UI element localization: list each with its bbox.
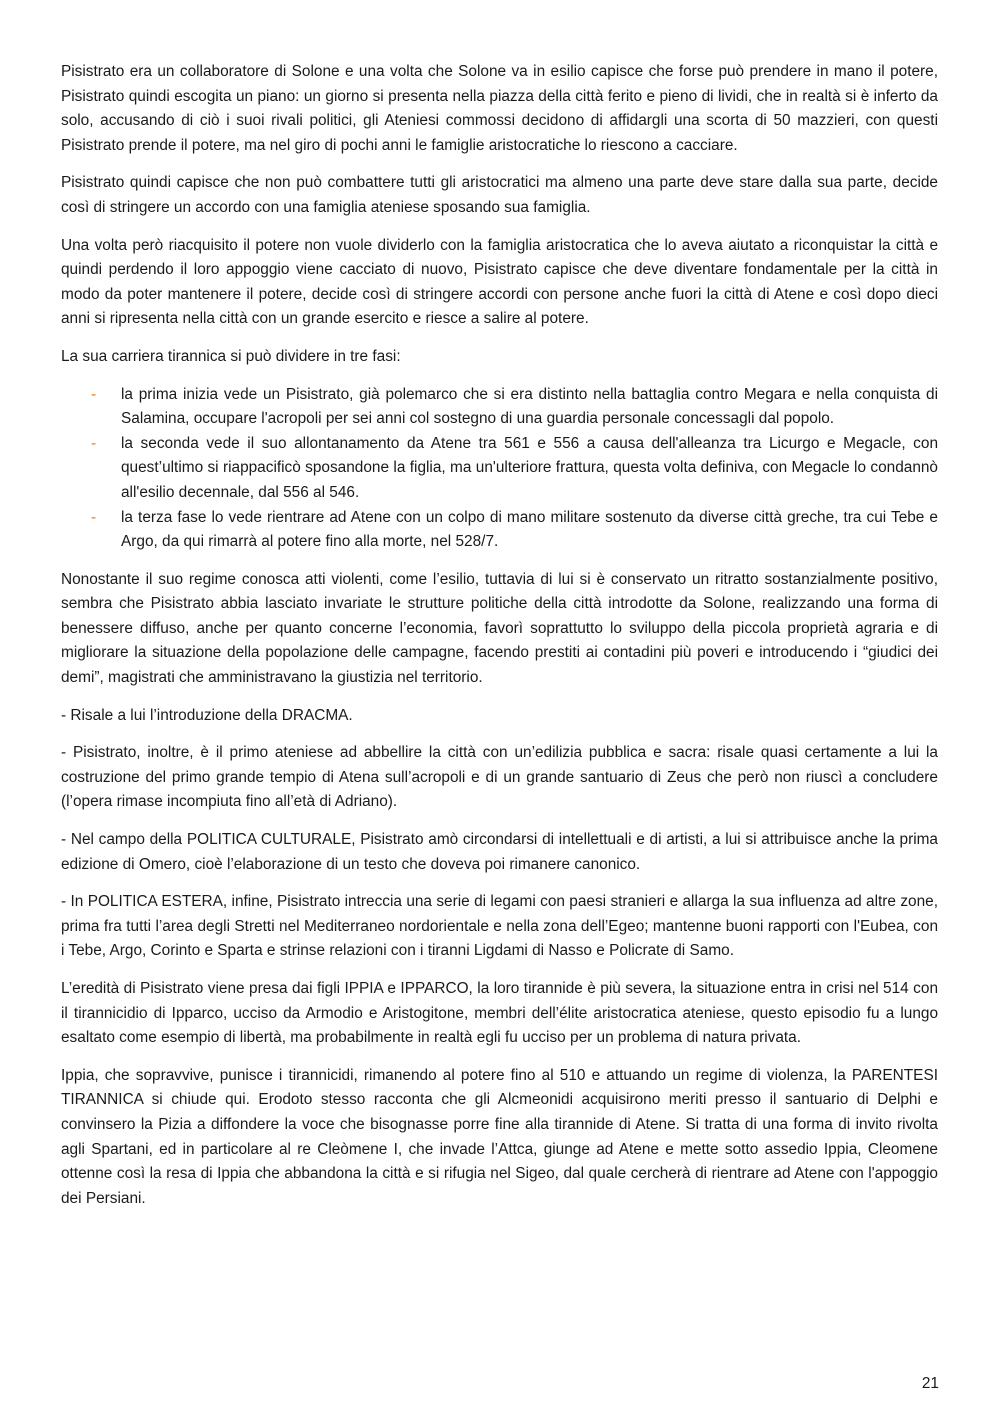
list-item-phase-2: [61, 432, 938, 506]
dash-bullet-icon: -: [91, 385, 97, 403]
paragraph-phases-intro: La sua carriera tirannica si può dividere in tre fasi:: [61, 347, 401, 365]
document-page: [61, 60, 938, 1224]
paragraph-dracma: - Risale a lui l’introduzione della DRACMA.: [61, 706, 353, 724]
dash-bullet-icon: -: [91, 434, 97, 452]
phase-1-text: la prima inizia vede un Pisistrato, già polemarco che si era distinto nella battaglia contro Megara e nella conquista di Salamina, occupare l'acropoli per sei anni col sostegno di una guardia personale concessagli dal popolo.: [121, 385, 938, 428]
paragraph-public-buildings: - Pisistrato, inoltre, è il primo ateniese ad abbellire la città con un’edilizia pubblica e sacra: risale quasi certamente a lui la costruzione del primo grande tempio di Atena sull’acropoli e di un grande santuario di Zeus che però non riuscì a concludere (l’opera rimase incompiuta fino all’età di Adriano).: [61, 744, 938, 811]
dash-bullet-icon: -: [91, 508, 97, 526]
phases-list: [61, 383, 938, 555]
paragraph-regime-assessment: Nonostante il suo regime conosca atti violenti, come l’esilio, tuttavia di lui si è conservato un ritratto sostanzialmente positivo, sembra che Pisistrato abbia lasciato invariate le strutture politiche della città introdotte da Solone, realizzando una forma di benessere diffuso, anche per quanto concerne l’economia, favorì soprattutto lo sviluppo della piccola proprietà agraria e di migliorare la situazione della popolazione delle campagne, facendo prestiti ai contadini più poveri e introducendo i “giudici dei demi”, magistrati che amministravano la giustizia nel territorio.: [61, 570, 938, 687]
phase-3-text: la terza fase lo vede rientrare ad Atene con un colpo di mano militare sostenuto da diverse città greche, tra cui Tebe e Argo, da qui rimarrà al potere fino alla morte, nel 528/7.: [121, 508, 938, 551]
list-item-phase-3: [61, 506, 938, 555]
paragraph-ippia-ipparco: L’eredità di Pisistrato viene presa dai figli IPPIA e IPPARCO, la loro tirannide è più severa, la situazione entra in crisi nel 514 con il tirannicidio di Ipparco, ucciso da Armodio e Aristogitone, membri dell’élite aristocratica ateniese, questo episodio fu a lungo esaltato come esempio di libertà, ma probabilmente in realtà egli fu ucciso per un problema di natura privata.: [61, 980, 938, 1047]
list-item-phase-1: [61, 383, 938, 432]
paragraph-end-of-tyranny: Ippia, che sopravvive, punisce i tirannicidi, rimanendo al potere fino al 510 e attuando un regime di violenza, la PARENTESI TIRANNICA si chiude qui. Erodoto stesso racconta che gli Alcmeonidi acquisirono meriti presso il santuario di Delphi e convinsero la Pizia a diffondere la voce che bisognasse porre fine alla tirannide di Atene. Si tratta di una forma di invito rivolta agli Spartani, ed in particolare al re Cleòmene I, che invade l’Attca, giunge ad Atene e mette sotto assedio Ippia, Cleomene ottenne così la resa di Ippia che abbandona la città e si rifugia nel Sigeo, dal quale cercherà di rientrare ad Atene con l'appoggio dei Persiani.: [61, 1066, 938, 1207]
paragraph-solone-exile: Pisistrato era un collaboratore di Solone e una volta che Solone va in esilio capisce che forse può prendere in mano il potere, Pisistrato quindi escogita un piano: un giorno si presenta nella piazza della città ferito e pieno di lividi, che in realtà si è inferto da solo, accusando di ciò i suoi rivali politici, gli Ateniesi commossi decidono di affidargli una scorta di 50 mazzieri, con questi Pisistrato prende il potere, ma nel giro di pochi anni le famiglie aristocratiche lo riescono a cacciare.: [61, 63, 938, 154]
page-number: 21: [921, 1375, 939, 1392]
phase-2-text: la seconda vede il suo allontanamento da Atene tra 561 e 556 a causa dell'alleanza tra Licurgo e Megacle, con quest’ultimo si riappacificò sposandone la figlia, ma un'ulteriore frattura, questa volta definiva, con Megacle lo condannò all'esilio decennale, dal 556 al 546.: [121, 434, 938, 501]
paragraph-cultural-policy: - Nel campo della POLITICA CULTURALE, Pisistrato amò circondarsi di intellettuali e di artisti, a lui si attribuisce anche la prima edizione di Omero, cioè l’elaborazione di un testo che doveva poi rimanere canonico.: [61, 831, 938, 873]
paragraph-return-to-power: Una volta però riacquisito il potere non vuole dividerlo con la famiglia aristocratica che lo aveva aiutato a riconquistar la città e quindi perdendo il loro appoggio viene cacciato di nuovo, Pisistrato capisce che deve diventare fondamentale per la città in modo da poter mantenere il potere, decide così di stringere accordi con persone anche fuori la città di Atene e così dopo dieci anni si ripresenta nella città con un grande esercito e riesce a salire al potere.: [61, 236, 938, 328]
paragraph-foreign-policy: - In POLITICA ESTERA, infine, Pisistrato intreccia una serie di legami con paesi stranieri e allarga la sua influenza ad altre zone, prima fra tutti l’area degli Stretti nel Mediterraneo nordorientale e nella zona dell’Egeo; mantenne buoni rapporti con l'Eubea, con i Tebe, Argo, Corinto e Sparta e strinse relazioni con i tiranni Ligdami di Nasso e Policrate di Samo.: [61, 893, 938, 960]
paragraph-aristocratic-alliance: Pisistrato quindi capisce che non può combattere tutti gli aristocratici ma almeno una parte deve stare dalla sua parte, decide così di stringere un accordo con una famiglia ateniese sposando sua famiglia.: [61, 174, 938, 216]
